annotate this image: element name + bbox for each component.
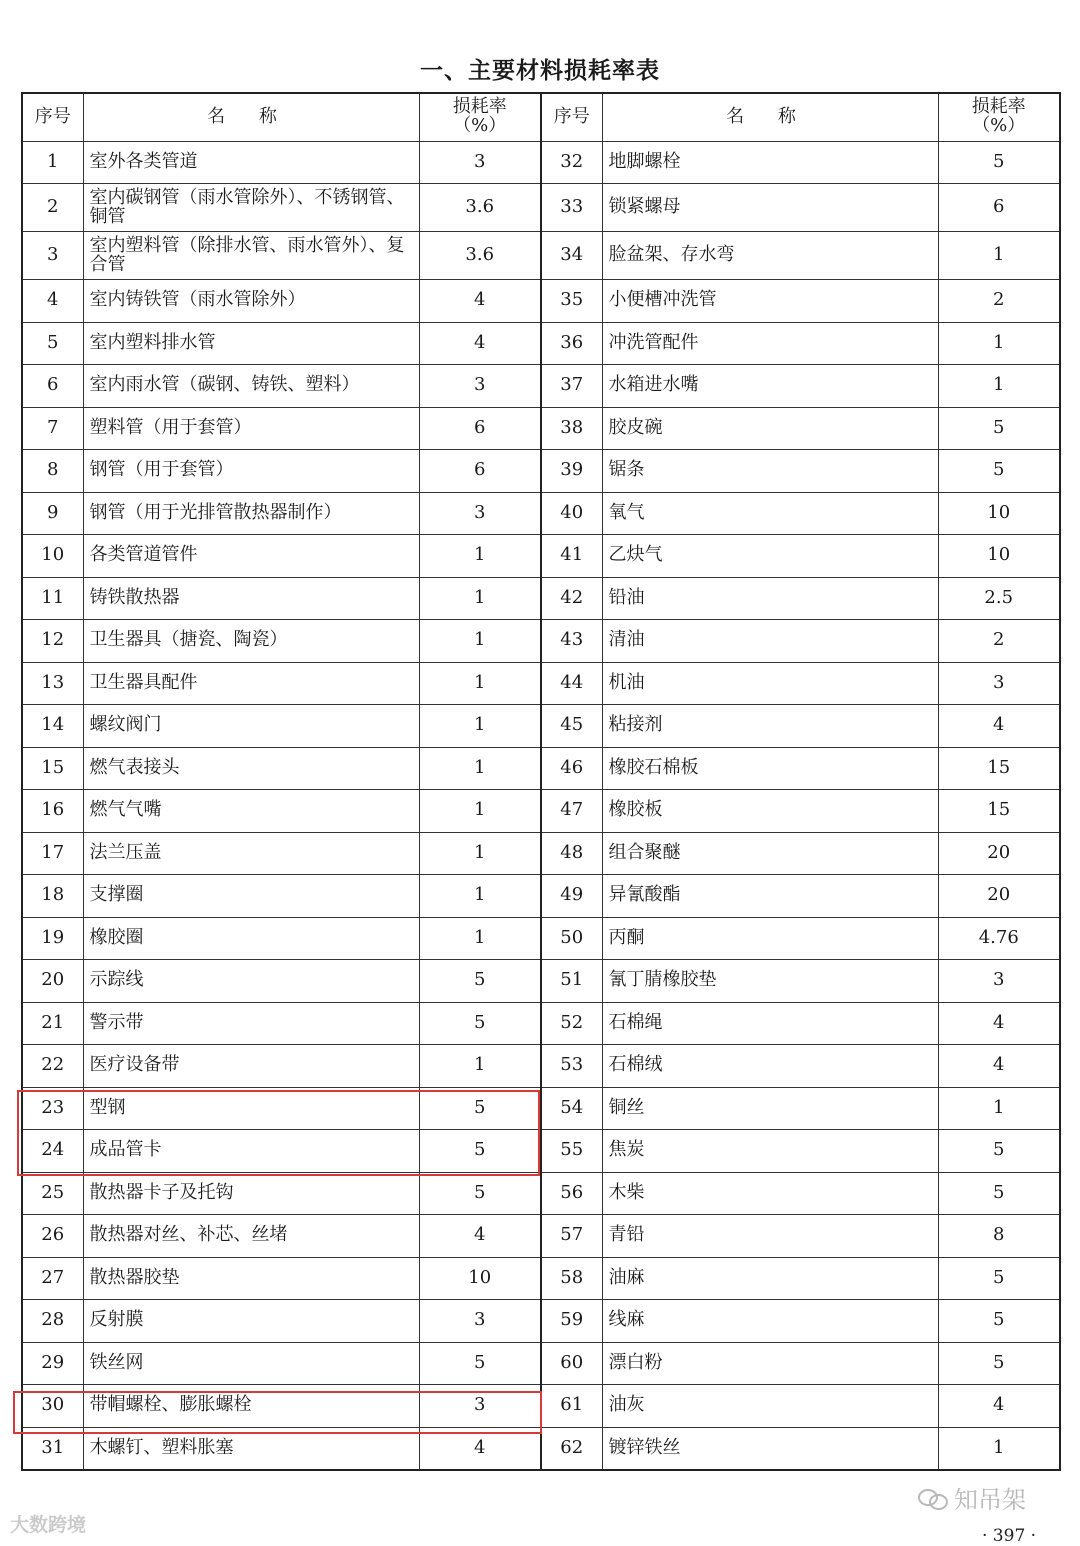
row-name-left: 示踪线 [83,960,419,1003]
table-row [22,832,1060,875]
table-row [22,1342,1060,1385]
row-rate-right: 6 [938,184,1060,232]
row-name-right: 机油 [602,662,938,705]
header-num-right: 序号 [541,93,602,141]
row-num-right: 62 [541,1427,602,1470]
row-name-right: 胶皮碗 [602,407,938,450]
row-name-right: 铅油 [602,577,938,620]
header-name-right: 名 称 [602,93,938,141]
row-num-left: 26 [22,1215,83,1258]
row-name-right: 异氰酸酯 [602,875,938,918]
row-num-right: 33 [541,184,602,232]
row-name-right: 焦炭 [602,1130,938,1173]
row-name-left: 带帽螺栓、膨胀螺栓 [83,1385,419,1428]
row-num-left: 7 [22,407,83,450]
row-num-left: 18 [22,875,83,918]
row-num-right: 60 [541,1342,602,1385]
row-num-left: 4 [22,280,83,323]
table-row [22,450,1060,493]
row-name-left: 铁丝网 [83,1342,419,1385]
table-row [22,577,1060,620]
row-name-left: 橡胶圈 [83,917,419,960]
row-num-right: 61 [541,1385,602,1428]
row-num-right: 59 [541,1300,602,1343]
table-row [22,280,1060,323]
row-rate-right: 1 [938,1087,1060,1130]
row-rate-left: 1 [419,747,541,790]
header-rate-line2: （%） [453,115,507,137]
row-rate-right: 20 [938,875,1060,918]
row-rate-right: 10 [938,535,1060,578]
table-row [22,1087,1060,1130]
table-row [22,875,1060,918]
row-num-right: 43 [541,620,602,663]
row-rate-left: 4 [419,1427,541,1470]
watermark-right-text: 知吊架 [954,1486,1026,1514]
row-rate-left: 5 [419,1342,541,1385]
table-row [22,790,1060,833]
row-num-right: 36 [541,322,602,365]
row-num-left: 10 [22,535,83,578]
row-rate-right: 4.76 [938,917,1060,960]
wechat-icon [918,1487,948,1509]
row-rate-right: 2 [938,280,1060,323]
row-name-right: 水箱进水嘴 [602,365,938,408]
row-name-left: 各类管道管件 [83,535,419,578]
row-num-right: 39 [541,450,602,493]
row-name-right: 冲洗管配件 [602,322,938,365]
row-rate-left: 1 [419,790,541,833]
header-name-left: 名 称 [83,93,419,141]
row-rate-right: 8 [938,1215,1060,1258]
row-name-left: 型钢 [83,1087,419,1130]
row-num-right: 50 [541,917,602,960]
watermark-left-text: 大数跨境 [10,1514,87,1536]
row-name-right: 脸盆架、存水弯 [602,232,938,280]
row-num-right: 53 [541,1045,602,1088]
row-num-right: 55 [541,1130,602,1173]
row-name-left: 法兰压盖 [83,832,419,875]
row-rate-right: 1 [938,232,1060,280]
row-name-left: 室内塑料管（除排水管、雨水管外）、复合管 [83,232,419,280]
row-rate-left: 10 [419,1257,541,1300]
row-rate-left: 5 [419,1172,541,1215]
row-rate-right: 10 [938,492,1060,535]
row-num-right: 34 [541,232,602,280]
row-num-right: 49 [541,875,602,918]
row-num-left: 30 [22,1385,83,1428]
row-num-right: 44 [541,662,602,705]
row-rate-left: 3 [419,141,541,184]
row-rate-left: 1 [419,620,541,663]
row-num-left: 23 [22,1087,83,1130]
row-rate-right: 4 [938,705,1060,748]
row-name-right: 油灰 [602,1385,938,1428]
row-num-left: 12 [22,620,83,663]
page-number: · 397 · [982,1526,1037,1546]
header-num-left: 序号 [22,93,83,141]
row-num-left: 25 [22,1172,83,1215]
row-num-left: 14 [22,705,83,748]
table-row [22,535,1060,578]
row-num-right: 58 [541,1257,602,1300]
row-num-left: 27 [22,1257,83,1300]
row-rate-right: 5 [938,1342,1060,1385]
row-name-right: 铜丝 [602,1087,938,1130]
table-row [22,1257,1060,1300]
row-num-left: 5 [22,322,83,365]
row-name-right: 清油 [602,620,938,663]
row-rate-right: 5 [938,1130,1060,1173]
row-name-left: 警示带 [83,1002,419,1045]
row-num-left: 11 [22,577,83,620]
table-row [22,662,1060,705]
row-rate-right: 15 [938,790,1060,833]
row-rate-right: 5 [938,450,1060,493]
row-rate-left: 6 [419,407,541,450]
row-name-left: 散热器卡子及托钩 [83,1172,419,1215]
row-num-right: 52 [541,1002,602,1045]
row-num-left: 19 [22,917,83,960]
row-rate-left: 3.6 [419,184,541,232]
row-name-left: 木螺钉、塑料胀塞 [83,1427,419,1470]
table-row [22,1215,1060,1258]
row-rate-left: 3 [419,1385,541,1428]
row-num-right: 48 [541,832,602,875]
row-num-right: 37 [541,365,602,408]
row-rate-left: 1 [419,662,541,705]
header-rate-right [938,93,1060,141]
row-rate-right: 3 [938,662,1060,705]
row-rate-left: 3 [419,365,541,408]
row-name-left: 室内塑料排水管 [83,322,419,365]
row-name-right: 地脚螺栓 [602,141,938,184]
row-name-left: 钢管（用于光排管散热器制作） [83,492,419,535]
row-num-right: 46 [541,747,602,790]
row-name-left: 医疗设备带 [83,1045,419,1088]
table-row [22,917,1060,960]
row-rate-right: 5 [938,407,1060,450]
row-num-left: 3 [22,232,83,280]
table-row [22,365,1060,408]
row-rate-right: 20 [938,832,1060,875]
row-rate-right: 1 [938,1427,1060,1470]
loss-rate-table [21,92,1061,1471]
row-num-left: 21 [22,1002,83,1045]
row-num-right: 41 [541,535,602,578]
row-num-right: 42 [541,577,602,620]
page-title: 一、主要材料损耗率表 [420,58,660,84]
table-row [22,1427,1060,1470]
row-num-left: 28 [22,1300,83,1343]
row-name-right: 木柴 [602,1172,938,1215]
row-num-right: 51 [541,960,602,1003]
row-num-right: 32 [541,141,602,184]
row-name-left: 室内碳钢管（雨水管除外）、不锈钢管、铜管 [83,184,419,232]
header-rate-line1: 损耗率 [971,96,1026,118]
row-name-left: 燃气表接头 [83,747,419,790]
row-rate-left: 1 [419,832,541,875]
table-row [22,705,1060,748]
row-rate-left: 1 [419,535,541,578]
row-num-right: 35 [541,280,602,323]
row-rate-left: 5 [419,1087,541,1130]
row-name-left: 室内雨水管（碳钢、铸铁、塑料） [83,365,419,408]
row-rate-left: 3 [419,1300,541,1343]
row-rate-right: 15 [938,747,1060,790]
row-name-right: 乙炔气 [602,535,938,578]
row-rate-right: 1 [938,322,1060,365]
row-num-left: 17 [22,832,83,875]
table-row [22,407,1060,450]
row-rate-right: 5 [938,1300,1060,1343]
header-rate-left [419,93,541,141]
table-row [22,960,1060,1003]
row-rate-left: 4 [419,280,541,323]
row-num-right: 47 [541,790,602,833]
row-name-left: 成品管卡 [83,1130,419,1173]
row-rate-left: 1 [419,1045,541,1088]
row-rate-right: 4 [938,1385,1060,1428]
table-row [22,141,1060,184]
row-name-right: 小便槽冲洗管 [602,280,938,323]
row-rate-left: 1 [419,917,541,960]
watermark-left [10,1510,86,1537]
row-name-right: 氧气 [602,492,938,535]
table-row [22,1385,1060,1428]
row-num-right: 45 [541,705,602,748]
row-num-left: 31 [22,1427,83,1470]
row-rate-left: 3.6 [419,232,541,280]
table-row [22,184,1060,232]
table-row [22,747,1060,790]
row-rate-right: 4 [938,1002,1060,1045]
table-row [22,1002,1060,1045]
row-num-left: 15 [22,747,83,790]
row-rate-left: 6 [419,450,541,493]
row-num-left: 22 [22,1045,83,1088]
row-name-left: 室内铸铁管（雨水管除外） [83,280,419,323]
row-name-right: 橡胶板 [602,790,938,833]
row-num-right: 40 [541,492,602,535]
row-name-right: 橡胶石棉板 [602,747,938,790]
row-name-left: 燃气气嘴 [83,790,419,833]
row-rate-right: 5 [938,1257,1060,1300]
watermark-right [918,1480,1026,1515]
row-rate-left: 4 [419,1215,541,1258]
row-name-right: 组合聚醚 [602,832,938,875]
row-num-left: 29 [22,1342,83,1385]
row-num-left: 8 [22,450,83,493]
header-rate-line1: 损耗率 [452,96,507,118]
row-name-left: 卫生器具配件 [83,662,419,705]
row-name-left: 卫生器具（搪瓷、陶瓷） [83,620,419,663]
row-rate-right: 1 [938,365,1060,408]
row-name-right: 石棉绒 [602,1045,938,1088]
row-name-right: 丙酮 [602,917,938,960]
row-rate-right: 2.5 [938,577,1060,620]
row-name-left: 钢管（用于套管） [83,450,419,493]
row-rate-right: 4 [938,1045,1060,1088]
row-rate-left: 5 [419,1002,541,1045]
row-name-right: 锯条 [602,450,938,493]
row-num-left: 2 [22,184,83,232]
table-row [22,232,1060,280]
row-name-left: 铸铁散热器 [83,577,419,620]
row-name-left: 散热器胶垫 [83,1257,419,1300]
row-name-right: 线麻 [602,1300,938,1343]
row-name-right: 镀锌铁丝 [602,1427,938,1470]
row-rate-right: 5 [938,1172,1060,1215]
row-name-left: 散热器对丝、补芯、丝堵 [83,1215,419,1258]
row-num-left: 24 [22,1130,83,1173]
row-num-left: 1 [22,141,83,184]
row-num-left: 6 [22,365,83,408]
row-num-left: 13 [22,662,83,705]
row-name-left: 室外各类管道 [83,141,419,184]
table-row [22,1130,1060,1173]
row-num-right: 54 [541,1087,602,1130]
table-row [22,1300,1060,1343]
row-num-right: 56 [541,1172,602,1215]
row-name-right: 青铅 [602,1215,938,1258]
row-rate-left: 1 [419,577,541,620]
table-row [22,492,1060,535]
table-row [22,620,1060,663]
row-name-left: 塑料管（用于套管） [83,407,419,450]
row-num-left: 9 [22,492,83,535]
row-name-right: 漂白粉 [602,1342,938,1385]
row-num-right: 38 [541,407,602,450]
row-num-right: 57 [541,1215,602,1258]
row-rate-left: 1 [419,705,541,748]
row-rate-left: 1 [419,875,541,918]
row-name-left: 支撑圈 [83,875,419,918]
row-name-right: 油麻 [602,1257,938,1300]
table-header-row [22,93,1060,141]
table-row [22,322,1060,365]
row-rate-right: 5 [938,141,1060,184]
table-row [22,1172,1060,1215]
row-name-left: 螺纹阀门 [83,705,419,748]
row-rate-left: 5 [419,1130,541,1173]
row-name-right: 粘接剂 [602,705,938,748]
row-num-left: 20 [22,960,83,1003]
row-rate-left: 5 [419,960,541,1003]
row-rate-right: 3 [938,960,1060,1003]
row-rate-left: 4 [419,322,541,365]
row-rate-left: 3 [419,492,541,535]
header-rate-line2: （%） [972,115,1026,137]
row-name-right: 锁紧螺母 [602,184,938,232]
row-num-left: 16 [22,790,83,833]
row-rate-right: 2 [938,620,1060,663]
row-name-left: 反射膜 [83,1300,419,1343]
row-name-right: 石棉绳 [602,1002,938,1045]
row-name-right: 氰丁腈橡胶垫 [602,960,938,1003]
table-row [22,1045,1060,1088]
